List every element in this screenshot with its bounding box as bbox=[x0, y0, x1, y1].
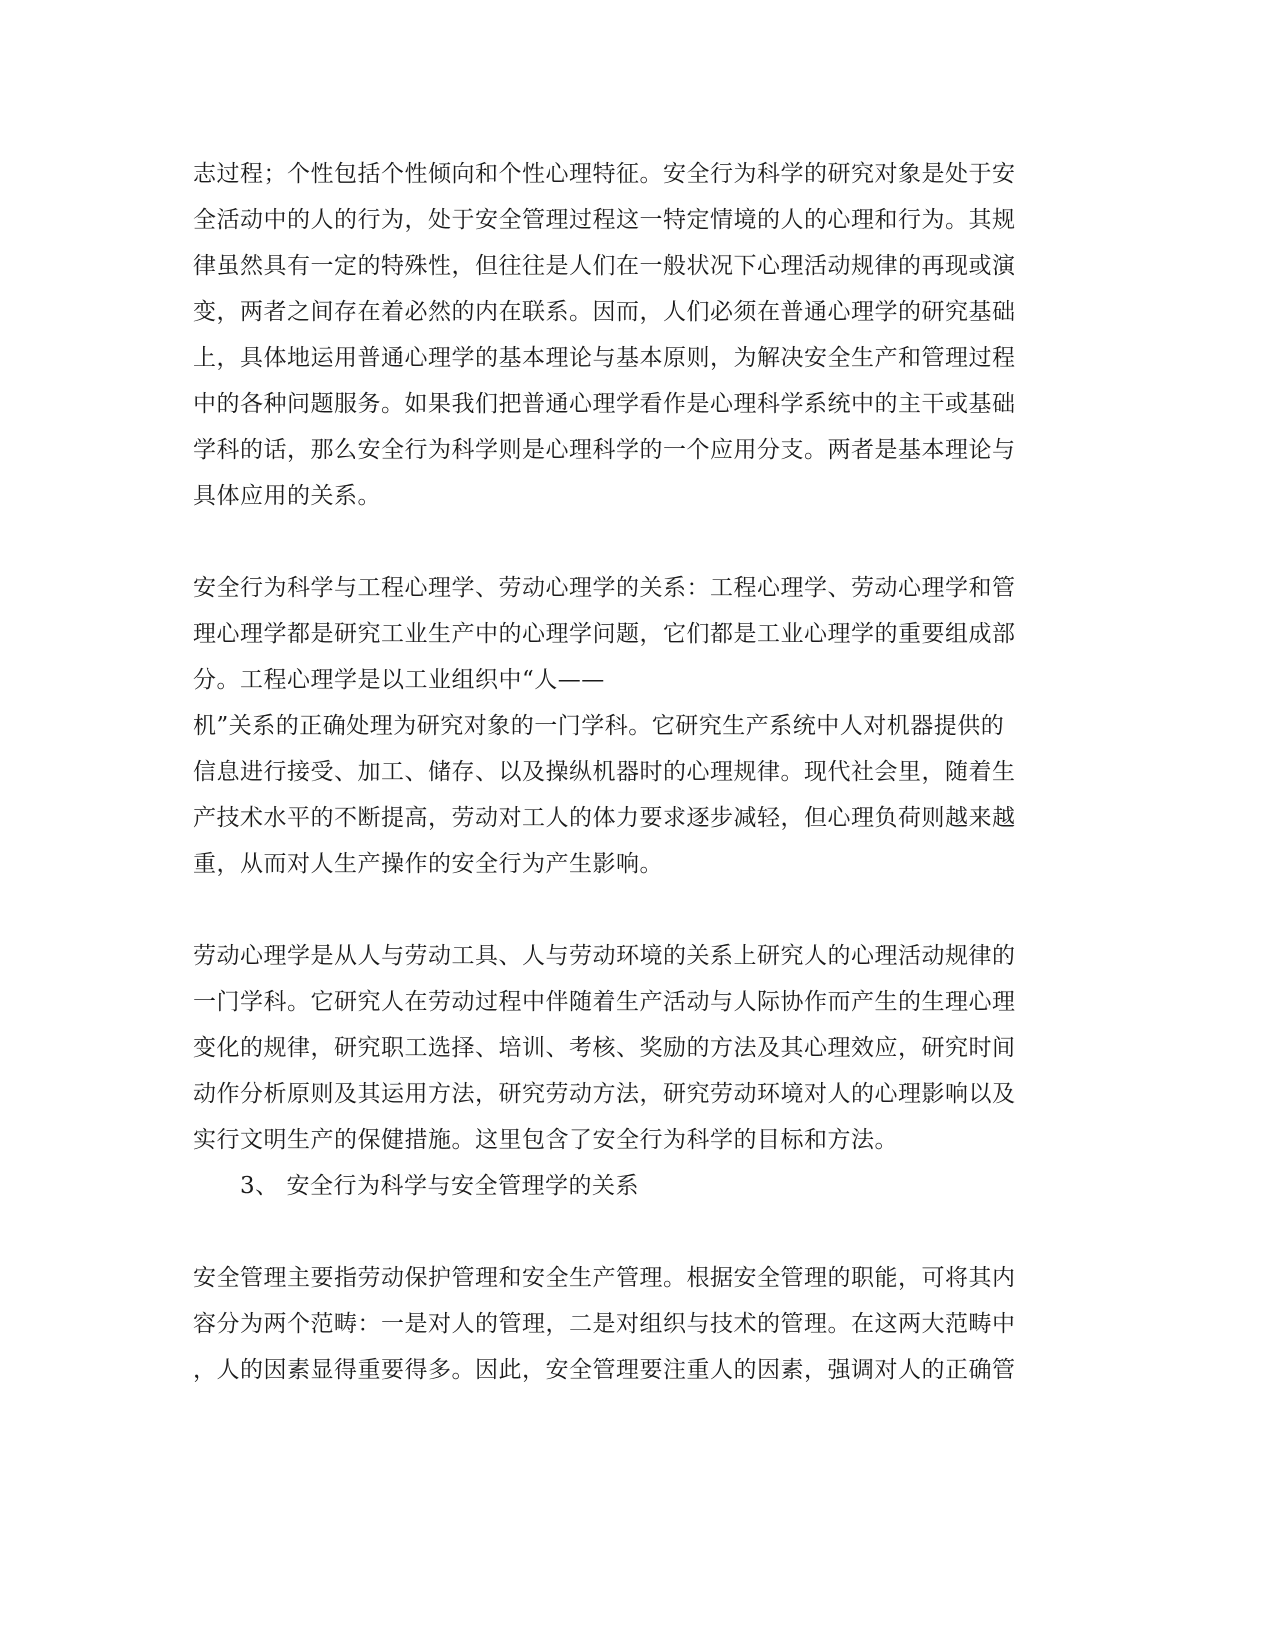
text-line: 动作分析原则及其运用方法，研究劳动方法，研究劳动环境对人的心理影响以及 bbox=[193, 1081, 1016, 1107]
text-line: 志过程；个性包括个性倾向和个性心理特征。安全行为科学的研究对象是处于安 bbox=[193, 161, 1016, 187]
text-line: 机”关系的正确处理为研究对象的一门学科。它研究生产系统中人对机器提供的 bbox=[193, 713, 1005, 739]
text-line: 劳动心理学是从人与劳动工具、人与劳动环境的关系上研究人的心理活动规律的 bbox=[193, 943, 1016, 969]
text-line: 变，两者之间存在着必然的内在联系。因而，人们必须在普通心理学的研究基础 bbox=[193, 299, 1016, 325]
text-line: 学科的话，那么安全行为科学则是心理科学的一个应用分支。两者是基本理论与 bbox=[193, 437, 1016, 463]
text-line: 全活动中的人的行为，处于安全管理过程这一特定情境的人的心理和行为。其规 bbox=[193, 207, 1016, 233]
text-line: 安全管理主要指劳动保护管理和安全生产管理。根据安全管理的职能，可将其内 bbox=[193, 1265, 1016, 1291]
text-line: 律虽然具有一定的特殊性，但往往是人们在一般状况下心理活动规律的再现或演 bbox=[193, 253, 1016, 279]
text-line: 上，具体地运用普通心理学的基本理论与基本原则，为解决安全生产和管理过程 bbox=[193, 345, 1016, 371]
text-line: 具体应用的关系。 bbox=[193, 483, 381, 509]
text-line: 信息进行接受、加工、储存、以及操纵机器时的心理规律。现代社会里，随着生 bbox=[193, 759, 1016, 785]
text-line: 理心理学都是研究工业生产中的心理学问题，它们都是工业心理学的重要组成部 bbox=[193, 621, 1016, 647]
text-line: 产技术水平的不断提高，劳动对工人的体力要求逐步减轻，但心理负荷则越来越 bbox=[193, 805, 1016, 831]
text-line: 安全行为科学与工程心理学、劳动心理学的关系：工程心理学、劳动心理学和管 bbox=[193, 575, 1016, 601]
text-line: 实行文明生产的保健措施。这里包含了安全行为科学的目标和方法。 bbox=[193, 1127, 898, 1153]
text-line: 中的各种问题服务。如果我们把普通心理学看作是心理科学系统中的主干或基础 bbox=[193, 391, 1016, 417]
text-line: 变化的规律，研究职工选择、培训、考核、奖励的方法及其心理效应，研究时间 bbox=[193, 1035, 1016, 1061]
text-line: 分。工程心理学是以工业组织中“人—— bbox=[193, 667, 605, 693]
text-line: 重，从而对人生产操作的安全行为产生影响。 bbox=[193, 851, 663, 877]
section-heading: 3、 安全行为科学与安全管理学的关系 bbox=[240, 1173, 639, 1199]
text-line: 容分为两个范畴：一是对人的管理，二是对组织与技术的管理。在这两大范畴中 bbox=[193, 1311, 1016, 1337]
text-line: ，人的因素显得重要得多。因此，安全管理要注重人的因素，强调对人的正确管 bbox=[193, 1357, 1016, 1383]
text-line: 一门学科。它研究人在劳动过程中伴随着生产活动与人际协作而产生的生理心理 bbox=[193, 989, 1016, 1015]
